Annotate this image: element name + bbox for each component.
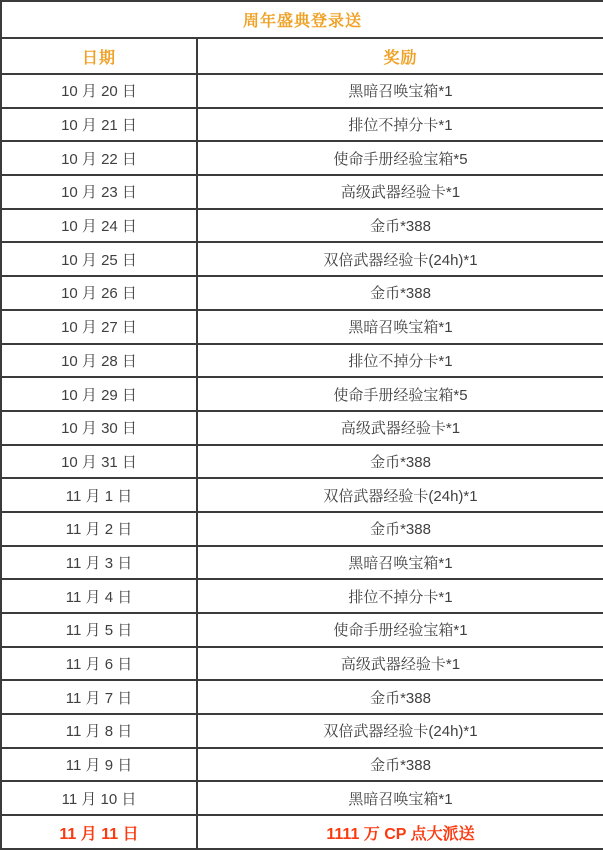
reward-cell: 金币*388	[197, 680, 603, 714]
reward-cell: 黑暗召唤宝箱*1	[197, 781, 603, 815]
table-row	[1, 445, 603, 479]
table-row	[1, 546, 603, 580]
date-cell: 11 月 6 日	[1, 647, 197, 681]
reward-cell: 使命手册经验宝箱*1	[197, 613, 603, 647]
reward-cell: 排位不掉分卡*1	[197, 344, 603, 378]
reward-cell: 排位不掉分卡*1	[197, 579, 603, 613]
reward-cell: 1111 万 CP 点大派送	[197, 815, 603, 849]
reward-cell: 金币*388	[197, 209, 603, 243]
reward-cell: 使命手册经验宝箱*5	[197, 141, 603, 175]
date-cell: 11 月 7 日	[1, 680, 197, 714]
table-row	[1, 647, 603, 681]
table-title-row	[1, 1, 603, 38]
reward-cell: 黑暗召唤宝箱*1	[197, 310, 603, 344]
table-row	[1, 377, 603, 411]
reward-cell: 高级武器经验卡*1	[197, 411, 603, 445]
table-row	[1, 310, 603, 344]
table-row	[1, 478, 603, 512]
date-cell: 10 月 29 日	[1, 377, 197, 411]
table-row	[1, 781, 603, 815]
reward-column-header: 奖励	[197, 38, 603, 74]
table-row	[1, 344, 603, 378]
reward-cell: 黑暗召唤宝箱*1	[197, 74, 603, 108]
date-cell: 11 月 10 日	[1, 781, 197, 815]
table-row	[1, 242, 603, 276]
table-row	[1, 175, 603, 209]
reward-cell: 金币*388	[197, 445, 603, 479]
table-row	[1, 276, 603, 310]
table-row	[1, 579, 603, 613]
table-row	[1, 613, 603, 647]
reward-cell: 高级武器经验卡*1	[197, 647, 603, 681]
date-cell: 10 月 20 日	[1, 74, 197, 108]
date-cell: 10 月 22 日	[1, 141, 197, 175]
date-column-header: 日期	[1, 38, 197, 74]
date-cell: 11 月 11 日	[1, 815, 197, 849]
reward-cell: 金币*388	[197, 748, 603, 782]
table-header-row	[1, 38, 603, 74]
date-cell: 10 月 27 日	[1, 310, 197, 344]
reward-cell: 黑暗召唤宝箱*1	[197, 546, 603, 580]
reward-cell: 使命手册经验宝箱*5	[197, 377, 603, 411]
table-row	[1, 209, 603, 243]
date-cell: 10 月 30 日	[1, 411, 197, 445]
table-row	[1, 512, 603, 546]
date-cell: 11 月 8 日	[1, 714, 197, 748]
table-row	[1, 141, 603, 175]
table-row	[1, 411, 603, 445]
reward-cell: 金币*388	[197, 276, 603, 310]
reward-cell: 排位不掉分卡*1	[197, 108, 603, 142]
table-row	[1, 714, 603, 748]
reward-cell: 双倍武器经验卡(24h)*1	[197, 714, 603, 748]
date-cell: 10 月 23 日	[1, 175, 197, 209]
date-cell: 11 月 5 日	[1, 613, 197, 647]
date-cell: 10 月 31 日	[1, 445, 197, 479]
reward-rows	[1, 74, 603, 849]
date-cell: 11 月 1 日	[1, 478, 197, 512]
date-cell: 10 月 28 日	[1, 344, 197, 378]
reward-cell: 双倍武器经验卡(24h)*1	[197, 478, 603, 512]
date-cell: 11 月 3 日	[1, 546, 197, 580]
date-cell: 10 月 26 日	[1, 276, 197, 310]
date-cell: 10 月 24 日	[1, 209, 197, 243]
reward-cell: 高级武器经验卡*1	[197, 175, 603, 209]
date-cell: 10 月 25 日	[1, 242, 197, 276]
table-row	[1, 815, 603, 849]
table-row	[1, 108, 603, 142]
date-cell: 11 月 9 日	[1, 748, 197, 782]
table-title: 周年盛典登录送	[1, 1, 603, 38]
table-row	[1, 74, 603, 108]
date-cell: 11 月 2 日	[1, 512, 197, 546]
table-row	[1, 748, 603, 782]
reward-cell: 双倍武器经验卡(24h)*1	[197, 242, 603, 276]
reward-cell: 金币*388	[197, 512, 603, 546]
date-cell: 10 月 21 日	[1, 108, 197, 142]
table-row	[1, 680, 603, 714]
date-cell: 11 月 4 日	[1, 579, 197, 613]
